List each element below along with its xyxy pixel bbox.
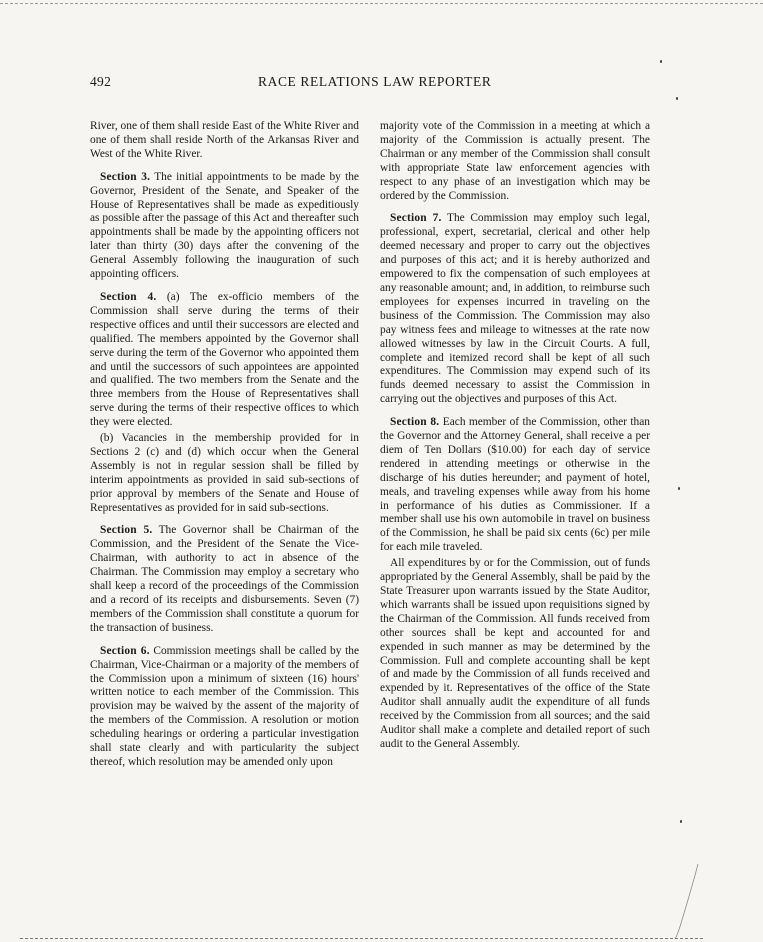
page-bottom-edge [20,938,703,939]
section-3-text: The initial appointments to be made by the Governor, President of the Senate, and Speaker of the House of Representatives shall be made as expeditiously as possible after the passage of this Act and thereafter such appointments shall be made by the appointing officers not later than thirty (30) days after the convening of the General Assembly following the inauguration of such appointing officers. [90,170,359,281]
pencil-mark [672,860,702,940]
page-top-edge [0,3,763,4]
scan-speck [676,97,678,100]
section-3-label: Section 3. [100,170,151,183]
section-6-text: Commission meetings shall be called by the Chairman, Vice-Chairman or a majority of the members of the Commission upon a minimum of sixteen (16) hours' written notice to each member of the Commission. This provision may be waived by the assent of the majority of the members of the Commission. A resolution or motion scheduling hearings or ordering a particular investigation shall state clearly and with particularity the subject thereof, which resolution may be amended only upon [90,644,359,768]
section-5-label: Section 5. [100,524,153,537]
page-header [90,74,652,90]
section-4-label: Section 4. [100,290,157,303]
scan-speck [660,60,662,63]
paragraph-continued: River, one of them shall reside East of the White River and one of them shall reside North of the Arkansas River and West of the White River. [90,120,359,160]
section-4b: (b) Vacancies in the membership provided for in Sections 2 (c) and (d) which occur when the General Assembly is not in regular session shall be filled by interim appointments as provided in said sub-sections of prior approval by members of the Senate and House of Representatives as provided for in said sub-sections. [90,432,359,514]
section-8 [380,416,650,555]
paragraph-continued: majority vote of the Commission in a meeting at which a majority of the Commission is actually present. The Chairman or any member of the Commission shall consult with appropriate State law enforcement agencies with respect to any phase of an investigation which may be ordered by the Commission. [380,120,650,202]
section-4-text: (a) The ex-officio members of the Commission shall serve during the terms of their respective offices and until their successors are elected and qualified. The members appointed by the Governor shall serve during the term of the Governor who appointed them and until the successors of such appointees are appointed and qualified. The two members from the Senate and the three members from the House of Representatives shall serve during the terms of their respective offices to which they were elected. [90,290,359,429]
section-6-label: Section 6. [100,644,150,657]
section-4 [90,291,359,430]
left-column [90,120,359,770]
section-8-expenditures: All expenditures by or for the Commission, out of funds appropriated by the General Assembly, shall be paid by the State Treasurer upon warrants issued by the State Auditor, which warrants shall be issued upon requisitions signed by the Chairman of the Commission. All funds received from other sources shall be kept and accounted for and expended in such manner as may be determined by the Commission. Full and complete accounting shall be kept of and made by the Commission of all funds received and expended by it. Representatives of the office of the State Auditor shall annually audit the expenditure of all funds received by the Commission from all sources; and the said Auditor shall make a complete and detailed report of such audit to the General Assembly. [380,557,650,750]
section-8-text: Each member of the Commission, other than the Governor and the Attorney General, shall receive a per diem of Ten Dollars ($10.00) for each day of service rendered in attending meetings or otherwise in the discharge of his duties hereunder; and payment of hotel, meals, and traveling expenses while away from his home in performance of his duties as Commissioner. If a member shall use his own automobile in travel on business of the Commission, he shall be paid six cents (6c) per mile for each mile traveled. [380,416,650,554]
section-7-text: The Commission may employ such legal, professional, expert, secretarial, clerical and other help deemed necessary and proper to carry out the objectives and purposes of this act; and it is hereby authorized and empowered to fix the compensation of such employees at any reasonable amount; and, in addition, to reimburse such employees for expenses incurred in traveling on the business of the Commission. The Commission may also pay witness fees and mileage to witnesses at the rate now allowed witnesses by law in the Circuit Courts. A full, complete and itemized record shall be kept of all such expenditures. The Commission may expend such of its funds deemed necessary to assist the Commission in carrying out the objectives and purposes of this Act. [380,212,650,406]
section-8-label: Section 8. [390,416,440,429]
running-head: RACE RELATIONS LAW REPORTER [258,74,492,89]
section-6 [90,645,359,770]
section-5-text: The Governor shall be Chairman of the Commission, and the President of the Senate the Vice-Chairman, with authority to act in absence of the Chairman. The Commission may employ a secretary who shall keep a record of the proceedings of the Commission and a record of its receipts and disbursements. Seven (7) members of the Commission shall constitute a quorum for the transaction of business. [90,524,359,634]
section-7 [380,212,650,407]
section-7-label: Section 7. [390,212,442,225]
right-column [380,120,650,752]
scan-speck [678,487,680,490]
page-number: 492 [90,74,112,89]
scan-speck [680,820,682,823]
section-5 [90,524,359,635]
section-3 [90,171,359,282]
